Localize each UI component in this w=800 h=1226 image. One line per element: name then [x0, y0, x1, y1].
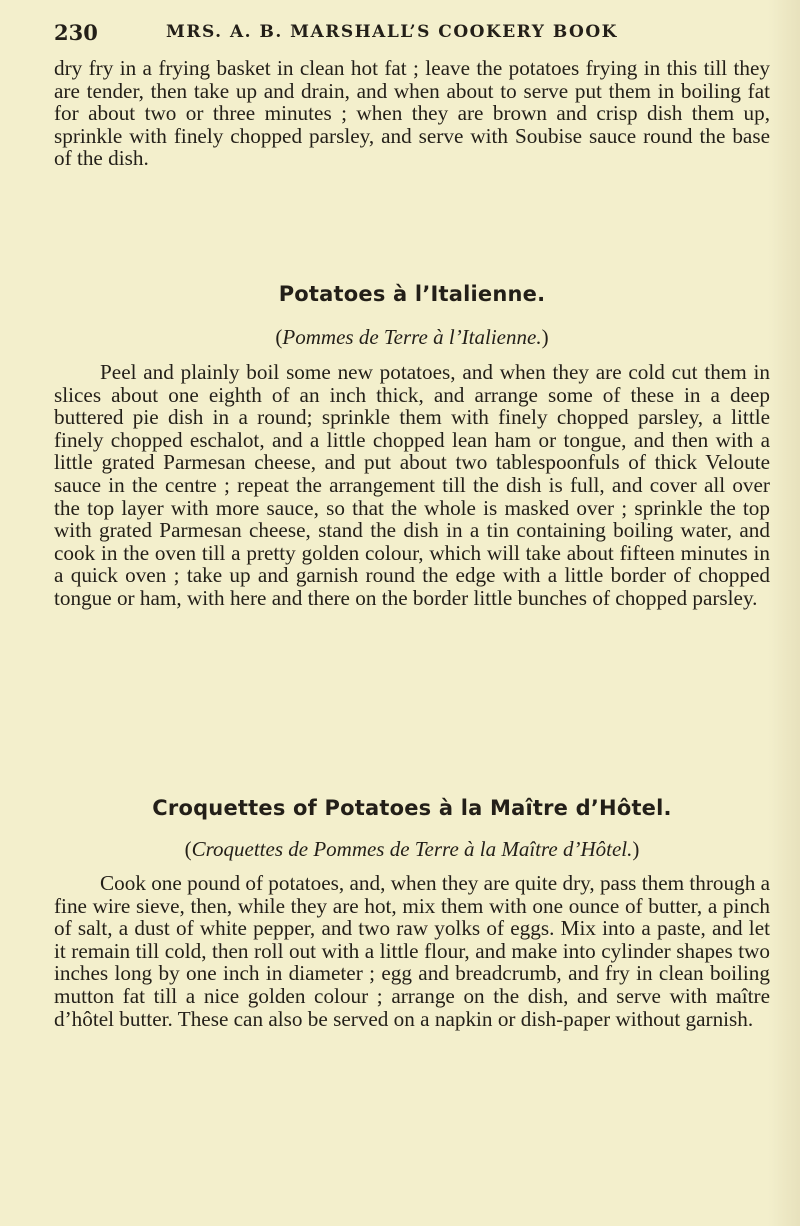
- recipe-subtitle-croquettes: (Croquettes de Pommes de Terre à la Maître d’Hôtel.): [184, 837, 640, 861]
- recipe-body-italienne: Peel and plainly boil some new potatoes, and when they are cold cut them in slices about one eighth of an inch thick, and arrange some of these in a deep buttered pie dish in a round; sprinkle them with finely chopped parsley, a little finely chopped eschalot, and a little chopped lean ham or tongue, and then with a little grated Parmesan cheese, and put about two tablespoonfuls of thick Veloute sauce in the centre ; repeat the arrangement till the dish is full, and cover all over the top layer with more sauce, so that the whole is masked over ; sprinkle the top with grated Parmesan cheese, stand the dish in a tin containing boiling water, and cook in the oven till a pretty golden colour, which will take about fifteen minutes in a quick oven ; take up and garnish round the edge with a little border of chopped tongue or ham, with here and there on the border little bunches of chopped parsley.: [54, 360, 770, 610]
- continuation-paragraph: dry fry in a frying basket in clean hot fat ; leave the potatoes frying in this till they are tender, then take up and drain, and when about to serve put them in boiling fat for about two or three minutes ; when they are brown and crisp dish them up, sprinkle with finely chopped parsley, and serve with Soubise sauce round the base of the dish.: [54, 56, 770, 171]
- french-title: Croquettes de Pommes de Terre à la Maître d’Hôtel.: [191, 837, 633, 861]
- recipe-subtitle-italienne: (Pommes de Terre à l’Italienne.): [275, 325, 549, 349]
- running-head: [54, 20, 770, 50]
- recipe-body-croquettes: Cook one pound of potatoes, and, when they are quite dry, pass them through a fine wire sieve, then, while they are hot, mix them with one ounce of butter, a pinch of salt, a dust of white pepper, and two raw yolks of eggs. Mix into a paste, and let it remain till cold, then roll out with a little flour, and make into cylinder shapes two inches long by one inch in diameter ; egg and breadcrumb, and fry in clean boiling mutton fat till a nice golden colour ; arrange on the dish, and serve with maître d’hôtel butter. These can also be served on a napkin or dish-paper without garnish.: [54, 871, 771, 1031]
- french-title: Pommes de Terre à l’Italienne.: [282, 325, 542, 349]
- page-number: 230: [54, 20, 98, 45]
- book-title: MRS. A. B. MARSHALL’S COOKERY BOOK: [166, 22, 618, 42]
- recipe-title-croquettes: Croquettes of Potatoes à la Maître d’Hôtel.: [152, 796, 672, 820]
- recipe-title-italienne: Potatoes à l’Italienne.: [278, 282, 546, 306]
